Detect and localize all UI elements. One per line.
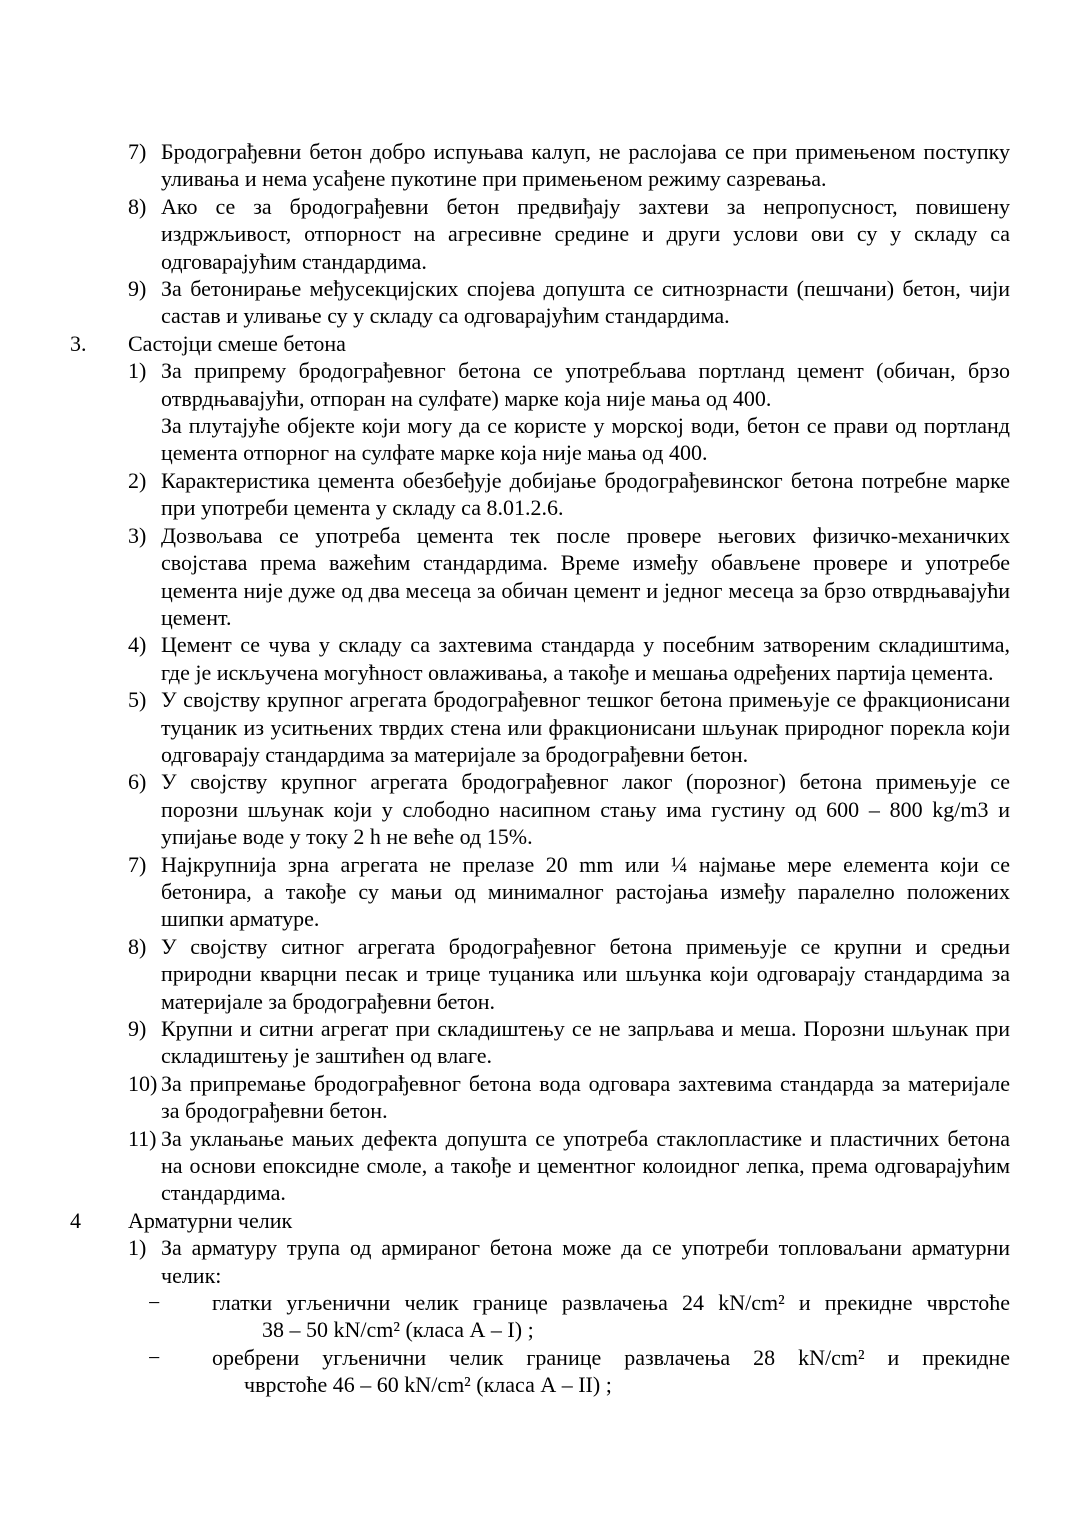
item-marker: 9) — [128, 276, 147, 302]
item-text: У својству крупног агрегата бродограђевног тешког бетона примењује се фракционисани туцаник из уситњених тврдих стена или фракционисани шљунак природног порекла који одговарају стандардима за материјале за бродограђевни бетон. — [161, 687, 1010, 767]
section-number: 3. — [70, 330, 87, 356]
item-text: За уклањање мањих дефекта допушта се употреба стаклопластике и пластичних бетона на основи епоксидне смоле, а такође и цементног колоидног лепка, према одговарајућим стандардима. — [161, 1125, 1010, 1206]
item-marker: 9) — [128, 1016, 147, 1041]
item-marker: 11) — [128, 1125, 157, 1151]
list-item — [128, 1125, 1010, 1207]
item-paragraph: За припрему бродограђевног бетона се употребљава портланд цемент (обичан, брзо отврдњавајући, отпоран на сулфате) марке која није мања од 400. — [161, 358, 1010, 411]
list-item — [128, 1234, 1010, 1289]
item-line: оребрени угљенични челик границе развлачења 28 kN/cm² и прекидне — [212, 1344, 1010, 1370]
section-title: Арматурни челик — [128, 1207, 293, 1233]
item-marker: 3) — [128, 522, 147, 548]
list-item — [128, 768, 1010, 850]
list-item — [128, 933, 1010, 1015]
dash-marker: − — [148, 1290, 161, 1316]
list-item — [128, 1015, 1010, 1070]
section-row — [70, 330, 1010, 357]
item-marker: 2) — [128, 467, 147, 493]
list-item — [148, 1344, 1010, 1399]
item-text: За арматуру трупа од армираног бетона може да се употреби топловаљани арматурни челик: — [161, 1235, 1010, 1288]
item-marker: 7) — [128, 139, 147, 164]
list-item — [128, 686, 1010, 768]
item-text: Ако се за бродограђевни бетон предвиђају захтеви за непропусност, повишену издржљивост, отпорност на агресивне средине и други услови ови су у складу са одговарајућим стандардима. — [161, 193, 1010, 274]
dash-marker: − — [148, 1344, 161, 1370]
item-text: Карактеристика цемента обезбеђује добијање бродограђевинског бетона потребне марке при употреби цемента у складу са 8.01.2.6. — [161, 467, 1010, 521]
item-marker: 4) — [128, 632, 147, 658]
item-marker: 5) — [128, 687, 147, 713]
list-item — [128, 357, 1010, 467]
section-title: Састојци смеше бетона — [128, 330, 346, 356]
item-text: У својству ситног агрегата бродограђевног бетона примењује се крупни и средњи природни кварцни песак и трице туцаника или шљунка који одговарају стандардима за материјале за бродограђевни бетон. — [161, 933, 1010, 1014]
list-item — [128, 522, 1010, 632]
list-item — [128, 138, 1010, 193]
list-item — [148, 1289, 1010, 1344]
item-text — [161, 357, 1010, 467]
item-text: У својству крупног агрегата бродограђевног лаког (порозног) бетона примењује се порозни шљунак који у слободно насипном стању има густину од 600 – 800 kg/m3 и упијање воде у току 2 h не веће од 15%. — [161, 769, 1010, 850]
list-item — [128, 467, 1010, 522]
item-text: Најкрупнија зрна агрегата не прелазе 20 mm или ¼ најмање мере елемента који се бетонира, а такође су мањи од минималног растојања између паралелно положених шипки арматуре. — [161, 851, 1010, 932]
list-item — [128, 631, 1010, 686]
item-text: Дозвољава се употреба цемента тек после провере његових физичко-механичких својстава према важећим стандардима. Време између обављене провере и употребе цемента није дуже од два месеца за обичан цемент и једног месеца за брзо отврдњавајући цемент. — [161, 522, 1010, 630]
item-marker: 1) — [128, 1235, 147, 1261]
item-text — [212, 1344, 1010, 1399]
section-row — [70, 1207, 1010, 1234]
item-marker: 8) — [128, 933, 147, 959]
list-item — [128, 193, 1010, 275]
list-item — [128, 851, 1010, 933]
item-text: Бродограђевни бетон добро испуњава калуп, не раслојава се при примењеном поступку уливања и нема усађене пукотине при примењеном режиму сазревања. — [161, 139, 1010, 192]
item-text — [212, 1289, 1010, 1344]
item-marker: 10) — [128, 1070, 158, 1096]
item-marker: 1) — [128, 358, 147, 384]
item-marker: 8) — [128, 193, 147, 219]
item-line: чврстоће 46 – 60 kN/cm² (класа А – II) ; — [244, 1372, 612, 1398]
item-text: Цемент се чува у складу са захтевима стандарда у посебним затвореним складиштима, где је искључена могућност овлаживања, а такође и мешања одређених партија цемента. — [161, 632, 1010, 685]
item-line: глатки угљенични челик границе развлачења 24 kN/cm² и прекидне чврстоће — [212, 1290, 1010, 1316]
item-marker: 6) — [128, 769, 147, 795]
item-paragraph: За плутајуће објекте који могу да се користе у морској води, бетон се прави од портланд цемента отпорног на сулфате марке која није мања од 400. — [161, 413, 1010, 466]
section-number: 4 — [70, 1207, 81, 1233]
item-text: Крупни и ситни агрегат при складиштењу се не запрљава и меша. Порозни шљунак при складиштењу је заштићен од влаге. — [161, 1016, 1010, 1069]
item-line: 38 – 50 kN/cm² (класа А – I) ; — [262, 1317, 534, 1343]
item-text: За припремање бродограђевног бетона вода одговара захтевима стандарда за материјале за бродограђевни бетон. — [161, 1070, 1010, 1124]
item-marker: 7) — [128, 851, 147, 877]
list-item — [128, 1070, 1010, 1125]
item-text: За бетонирање међусекцијских спојева допушта се ситнозрнасти (пешчани) бетон, чији састав и уливање су у складу са одговарајућим стандардима. — [161, 276, 1010, 329]
list-item — [128, 275, 1010, 330]
